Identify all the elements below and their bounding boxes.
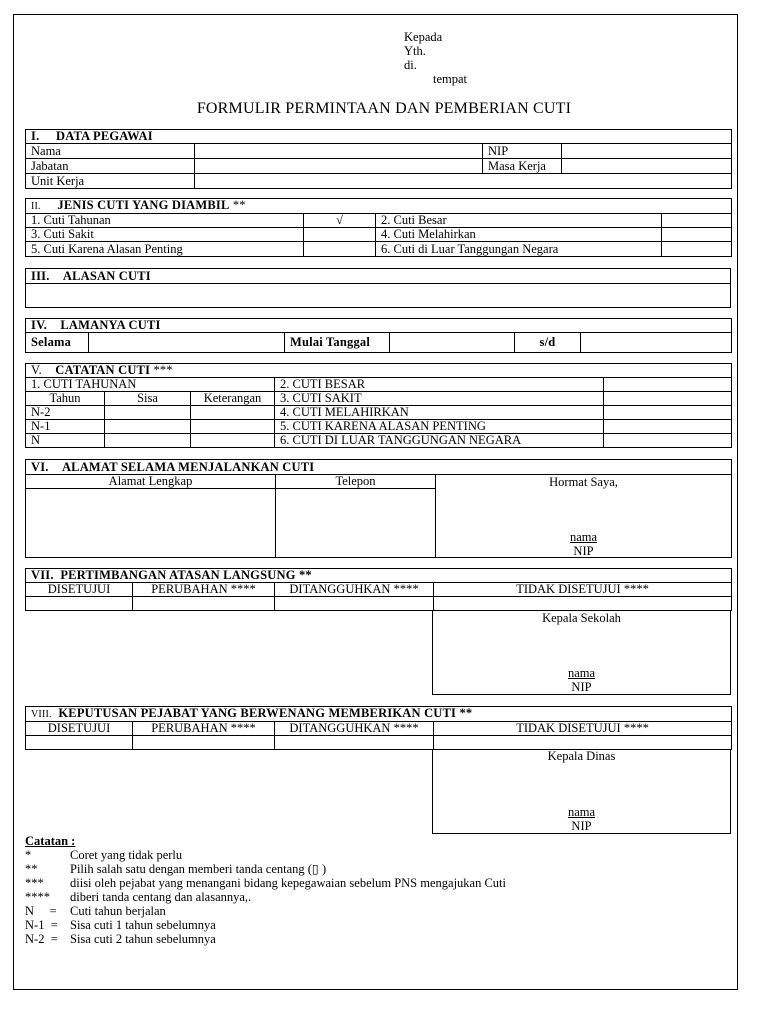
section-jenis-cuti	[25, 198, 732, 257]
nama-label: Nama	[26, 144, 195, 159]
cuti-sakit-label: 3. Cuti Sakit	[26, 228, 304, 242]
section-7-header: VII. PERTIMBANGAN ATASAN LANGSUNG **	[26, 569, 732, 583]
section-pertimbangan-atasan	[25, 568, 732, 611]
tidak-disetujui-checkbox[interactable]	[434, 597, 732, 611]
section-catatan-cuti	[25, 363, 732, 448]
section-6-header: VI. ALAMAT SELAMA MENJALANKAN CUTI	[26, 460, 732, 475]
catatan-cuti-sakit-field[interactable]	[604, 392, 732, 406]
selama-field[interactable]	[89, 333, 285, 353]
cuti-luar-tanggungan-label: 6. Cuti di Luar Tanggungan Negara	[376, 242, 662, 257]
cuti-alasan-penting-checkbox[interactable]	[304, 242, 376, 257]
kepala-sekolah-label: Kepala Sekolah	[542, 611, 621, 625]
cuti-tahunan-checkbox[interactable]: √	[304, 214, 376, 228]
section-lamanya-cuti	[25, 318, 732, 353]
mulai-tanggal-field[interactable]	[390, 333, 515, 353]
yth-label: Yth.	[404, 44, 426, 58]
keterangan-column-header: Keterangan	[191, 392, 275, 406]
section-5-header: V. CATATAN CUTI ***	[26, 364, 732, 378]
sisa-column-header: Sisa	[105, 392, 191, 406]
tempat-label: tempat	[433, 72, 468, 86]
tidak-disetujui-header: TIDAK DISETUJUI ****	[434, 583, 732, 597]
cuti-melahirkan-checkbox[interactable]	[662, 228, 732, 242]
row-n-keterangan-field[interactable]	[191, 434, 275, 448]
perubahan-header: PERUBAHAN ****	[133, 583, 275, 597]
row-n-label: N	[26, 434, 105, 448]
catatan-cuti-luar-tanggungan-label: 6. CUTI DI LUAR TANGGUNGAN NEGARA	[275, 434, 604, 448]
row-n2-keterangan-field[interactable]	[191, 406, 275, 420]
catatan-cuti-besar-field[interactable]	[604, 378, 732, 392]
sd-label: s/d	[515, 333, 581, 353]
ditangguhkan-header: DITANGGUHKAN ****	[275, 583, 434, 597]
tahun-column-header: Tahun	[26, 392, 105, 406]
sampai-tanggal-field[interactable]	[581, 333, 732, 353]
alasan-cuti-field[interactable]	[26, 284, 731, 308]
cuti-tahunan-label: 1. Cuti Tahunan	[26, 214, 304, 228]
cuti-luar-tanggungan-checkbox[interactable]	[662, 242, 732, 257]
keputusan-perubahan-header: PERUBAHAN ****	[133, 722, 275, 736]
section-8-header: VIII. KEPUTUSAN PEJABAT YANG BERWENANG MEMBERIKAN CUTI **	[26, 707, 732, 722]
hormat-saya-label: Hormat Saya,	[549, 475, 618, 489]
section-3-header: III. ALASAN CUTI	[26, 269, 731, 284]
cuti-tahunan-heading: 1. CUTI TAHUNAN	[26, 378, 275, 392]
kepala-dinas-nama: nama	[567, 805, 596, 819]
cuti-besar-label: 2. Cuti Besar	[376, 214, 662, 228]
alamat-lengkap-header: Alamat Lengkap	[26, 475, 276, 489]
section-alamat	[25, 459, 732, 558]
catatan-cuti-melahirkan-label: 4. CUTI MELAHIRKAN	[275, 406, 604, 420]
signature-nama: nama	[569, 530, 598, 544]
cuti-sakit-checkbox[interactable]	[304, 228, 376, 242]
kepala-dinas-nip: NIP	[571, 819, 592, 833]
keputusan-ditangguhkan-header: DITANGGUHKAN ****	[275, 722, 434, 736]
page-title: FORMULIR PERMINTAAN DAN PEMBERIAN CUTI	[196, 100, 572, 117]
catatan-cuti-alasan-penting-label: 5. CUTI KARENA ALASAN PENTING	[275, 420, 604, 434]
section-4-header: IV. LAMANYA CUTI	[26, 319, 732, 333]
keputusan-perubahan-checkbox[interactable]	[133, 736, 275, 750]
keputusan-disetujui-checkbox[interactable]	[26, 736, 133, 750]
cuti-besar-checkbox[interactable]	[662, 214, 732, 228]
masa-kerja-label: Masa Kerja	[483, 159, 562, 174]
keputusan-ditangguhkan-checkbox[interactable]	[275, 736, 434, 750]
catatan-cuti-besar-label: 2. CUTI BESAR	[275, 378, 604, 392]
unit-kerja-label: Unit Kerja	[26, 174, 195, 189]
notes-title: Catatan :	[25, 834, 76, 848]
section-1-header: I. DATA PEGAWAI	[26, 130, 732, 144]
jabatan-label: Jabatan	[26, 159, 195, 174]
cuti-alasan-penting-label: 5. Cuti Karena Alasan Penting	[26, 242, 304, 257]
row-n1-sisa-field[interactable]	[105, 420, 191, 434]
mulai-tanggal-label: Mulai Tanggal	[285, 333, 390, 353]
kepada-label: Kepada	[404, 30, 443, 44]
alamat-lengkap-field[interactable]	[26, 489, 276, 558]
jabatan-field[interactable]	[195, 159, 483, 174]
masa-kerja-field[interactable]	[562, 159, 732, 174]
nama-field[interactable]	[195, 144, 483, 159]
di-label: di.	[404, 58, 417, 72]
kepala-dinas-label: Kepala Dinas	[547, 749, 616, 763]
cuti-melahirkan-label: 4. Cuti Melahirkan	[376, 228, 662, 242]
row-n1-keterangan-field[interactable]	[191, 420, 275, 434]
hormat-saya-cell	[436, 475, 732, 558]
row-n-sisa-field[interactable]	[105, 434, 191, 448]
section-data-pegawai	[25, 129, 732, 189]
row-n1-label: N-1	[26, 420, 105, 434]
telepon-field[interactable]	[276, 489, 436, 558]
signature-nip: NIP	[573, 544, 594, 558]
section-2-header: II. JENIS CUTI YANG DIAMBIL **	[26, 199, 732, 214]
keputusan-tidak-disetujui-header: TIDAK DISETUJUI ****	[434, 722, 732, 736]
keputusan-disetujui-header: DISETUJUI	[26, 722, 133, 736]
ditangguhkan-checkbox[interactable]	[275, 597, 434, 611]
telepon-header: Telepon	[276, 475, 436, 489]
kepala-sekolah-nama: nama	[567, 666, 596, 680]
disetujui-header: DISETUJUI	[26, 583, 133, 597]
disetujui-checkbox[interactable]	[26, 597, 133, 611]
selama-label: Selama	[26, 333, 89, 353]
row-n2-label: N-2	[26, 406, 105, 420]
catatan-cuti-melahirkan-field[interactable]	[604, 406, 732, 420]
section-alasan-cuti	[25, 268, 731, 308]
kepala-sekolah-nip: NIP	[571, 680, 592, 694]
catatan-cuti-luar-tanggungan-field[interactable]	[604, 434, 732, 448]
catatan-cuti-sakit-label: 3. CUTI SAKIT	[275, 392, 604, 406]
nip-field[interactable]	[562, 144, 732, 159]
catatan-cuti-alasan-penting-field[interactable]	[604, 420, 732, 434]
nip-label: NIP	[483, 144, 562, 159]
keputusan-tidak-disetujui-checkbox[interactable]	[434, 736, 732, 750]
unit-kerja-field[interactable]	[195, 174, 732, 189]
row-n2-sisa-field[interactable]	[105, 406, 191, 420]
section-keputusan-pejabat	[25, 706, 732, 750]
perubahan-checkbox[interactable]	[133, 597, 275, 611]
